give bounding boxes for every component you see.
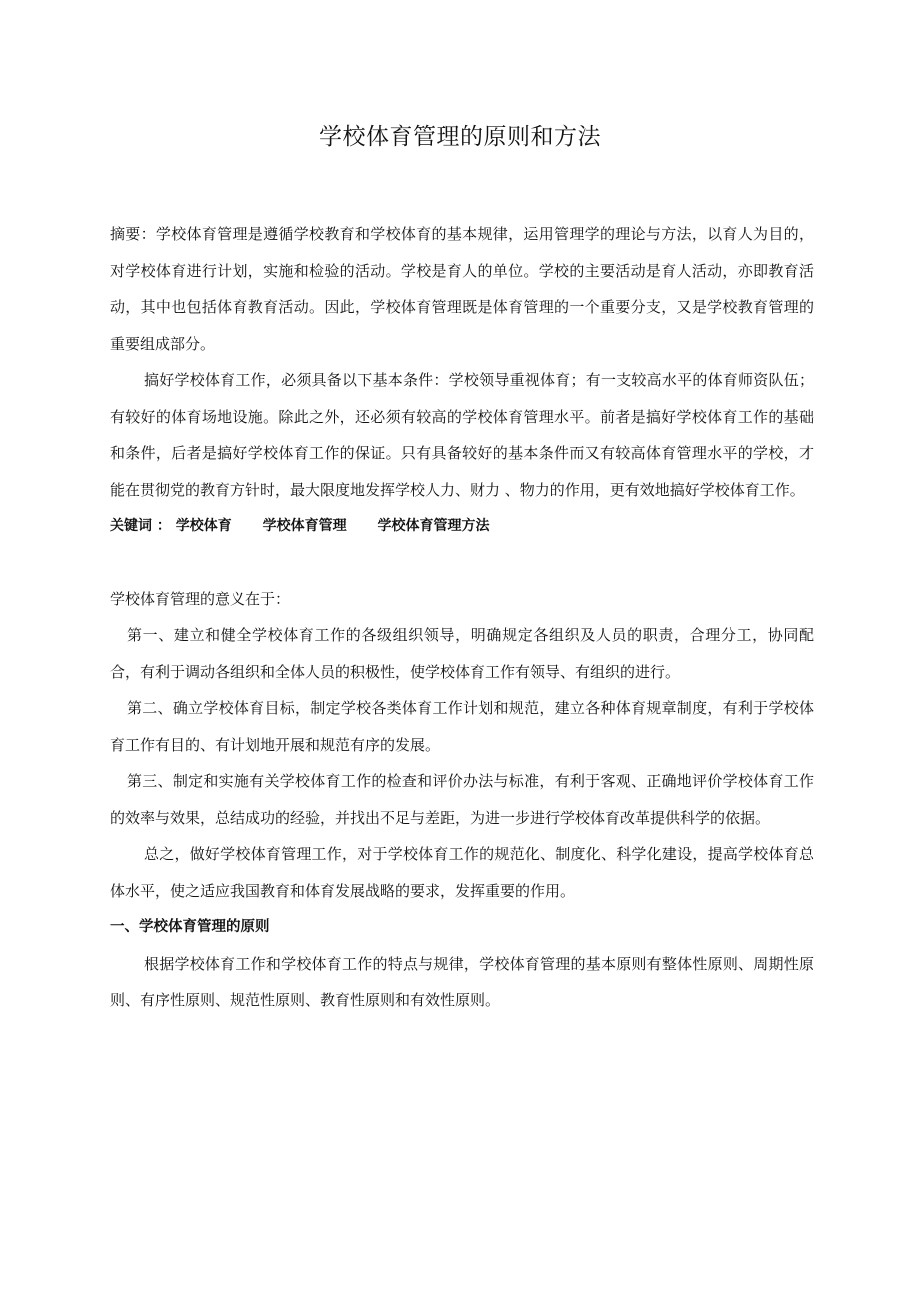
point-paragraph: 第三、制定和实施有关学校体育工作的检查和评价办法与标准，有利于客观、正确地评价学校体育工作的效率与效果，总结成功的经验，并找出不足与差距，为进一步进行学校体育改革提供科学的依据。 [110, 772, 814, 827]
point-paragraph: 第二、确立学校体育目标，制定学校各类体育工作计划和规范，建立各种体育规章制度，有利于学校体育工作有目的、有计划地开展和规范有序的发展。 [110, 699, 814, 754]
summary-paragraph: 总之，做好学校体育管理工作，对于学校体育工作的规范化、制度化、科学化建设，提高学校体育总体水平，使之适应我国教育和体育发展战略的要求，发挥重要的作用。 [110, 845, 814, 900]
keyword-item: 学校体育管理方法 [377, 518, 490, 534]
point-paragraph: 第一、建立和健全学校体育工作的各级组织领导，明确规定各组织及人员的职责，合理分工，协同配合，有利于调动各组织和全体人员的积极性，使学校体育工作有领导、有组织的进行。 [110, 626, 814, 681]
section-paragraph: 根据学校体育工作和学校体育工作的特点与规律，学校体育管理的基本原则有整体性原则、周期性原则、有序性原则、规范性原则、教育性原则和有效性原则。 [110, 954, 814, 1009]
significance-intro: 学校体育管理的意义在于： [110, 589, 291, 608]
document-title: 学校体育管理的原则和方法 [319, 124, 601, 150]
keyword-item: 学校体育 [175, 518, 232, 534]
section-heading: 一、学校体育管理的原则 [110, 919, 270, 935]
abstract-paragraph: 摘要：学校体育管理是遵循学校教育和学校体育的基本规律，运用管理学的理论与方法，以育人为目的，对学校体育进行计划，实施和检验的活动。学校是育人的单位。学校的主要活动是育人活动，亦即教育活动，其中也包括体育教育活动。因此，学校体育管理既是体育管理的一个重要分支，又是学校教育管理的重要组成部分。 [110, 225, 814, 353]
keyword-item: 学校体育管理 [262, 518, 347, 534]
conditions-paragraph: 搞好学校体育工作，必须具备以下基本条件：学校领导重视体育；有一支较高水平的体育师资队伍；有较好的体育场地设施。除此之外，还必须有较高的学校体育管理水平。前者是搞好学校体育工作的基础和条件，后者是搞好学校体育工作的保证。只有具备较好的基本条件而又有较高体育管理水平的学校，才能在贯彻党的教育方针时，最大限度地发挥学校人力、财力 、物力的作用，更有效地搞好学校体育工作。 [110, 371, 814, 499]
blank-line [110, 545, 814, 581]
keywords-line [110, 508, 814, 545]
document-body [110, 216, 814, 1019]
keywords-label: 关键词 ： [110, 518, 171, 534]
